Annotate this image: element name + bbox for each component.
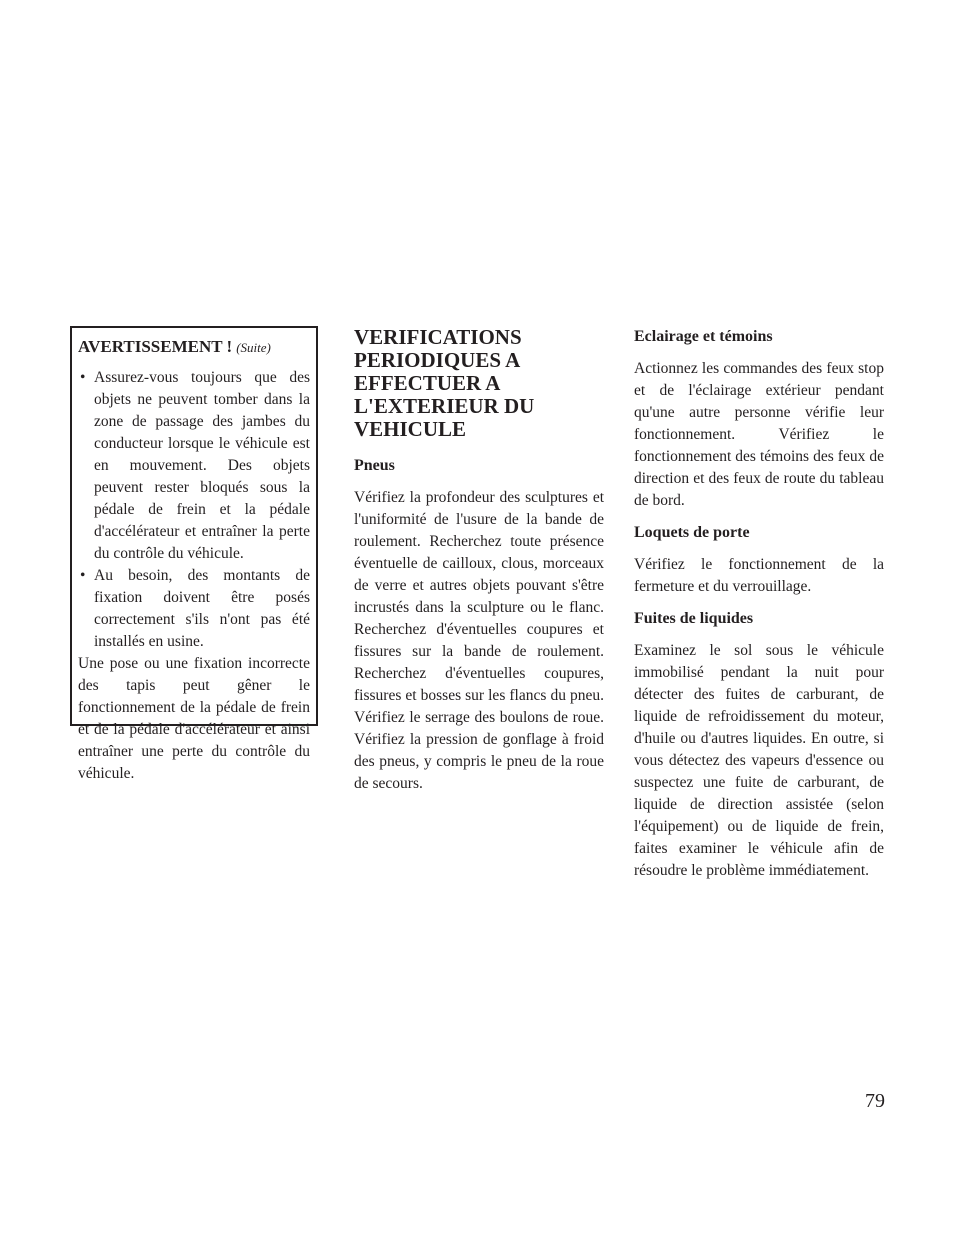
column-middle — [354, 326, 604, 805]
warning-box — [70, 326, 318, 782]
column-right — [634, 326, 884, 892]
warning-bullet: • Au besoin, des montants de fixation doivent être posés correctement s'ils n'ont pas été installés en usine. — [78, 565, 310, 653]
warning-title — [78, 336, 310, 359]
warning-bullet: • Assurez-vous toujours que des objets ne peuvent tomber dans la zone de passage des jambes du conducteur lorsque le véhicule est en mouvement. Des objets peuvent rester bloqués sous la pédale de frein et la pédale d'accélérateur et entraîner la perte du contrôle du véhicule. — [78, 367, 310, 565]
lights-text: Actionnez les commandes des feux stop et de l'éclairage extérieur pendant qu'une autre personne vérifie leur fonctionnement. Vérifiez le fonctionnement des témoins des feux de direction et des feux de route du tableau de bord. — [634, 360, 884, 509]
warning-title-text: AVERTISSEMENT ! — [78, 337, 233, 356]
lights-heading: Eclairage et témoins — [634, 328, 773, 345]
page-number: 79 — [865, 1090, 885, 1112]
section-title: VERIFICATIONS PERIODIQUES A EFFECTUER A L'EXTERIEUR DU VEHICULE — [354, 325, 535, 441]
tires-text: Vérifiez la profondeur des sculptures et l'uniformité de l'usure de la bande de roulement. Recherchez toute présence éventuelle de cailloux, clous, morceaux de verre et autres objets pouvant s'être incrustés dans la sculpture ou le flanc. Recherchez d'éventuelles coupures et fissures sur la bande de roulement. Recherchez d'éventuelles coupures, fissures et bosses sur les flancs du pneu. Vérifiez le serrage des boulons de roue. Vérifiez la pression de gonflage à froid des pneus, y compris le pneu de la roue de secours. — [354, 489, 604, 792]
latches-text: Vérifiez le fonctionnement de la fermeture et du verrouillage. — [634, 556, 884, 595]
warning-suite: (Suite) — [236, 340, 271, 355]
latches-heading: Loquets de porte — [634, 524, 750, 541]
tires-heading: Pneus — [354, 457, 395, 474]
leaks-heading: Fuites de liquides — [634, 610, 754, 627]
warning-paragraph: Une pose ou une fixation incorrecte des tapis peut gêner le fonctionnement de la pédale de frein et de la pédale d'accélérateur et ainsi entraîner une perte du contrôle du véhicule. — [78, 655, 310, 782]
leaks-text: Examinez le sol sous le véhicule immobilisé pendant la nuit pour détecter des fuites de carburant, de liquide de refroidissement du moteur, d'huile ou d'autres liquides. En outre, si vous détectez des vapeurs d'essence ou suspectez une fuite de carburant, de liquide de direction assistée (selon l'équipement) ou de liquide de frein, faites examiner le véhicule afin de résoudre le problème immédiatement. — [634, 642, 884, 879]
warning-bullet-list — [78, 367, 310, 653]
